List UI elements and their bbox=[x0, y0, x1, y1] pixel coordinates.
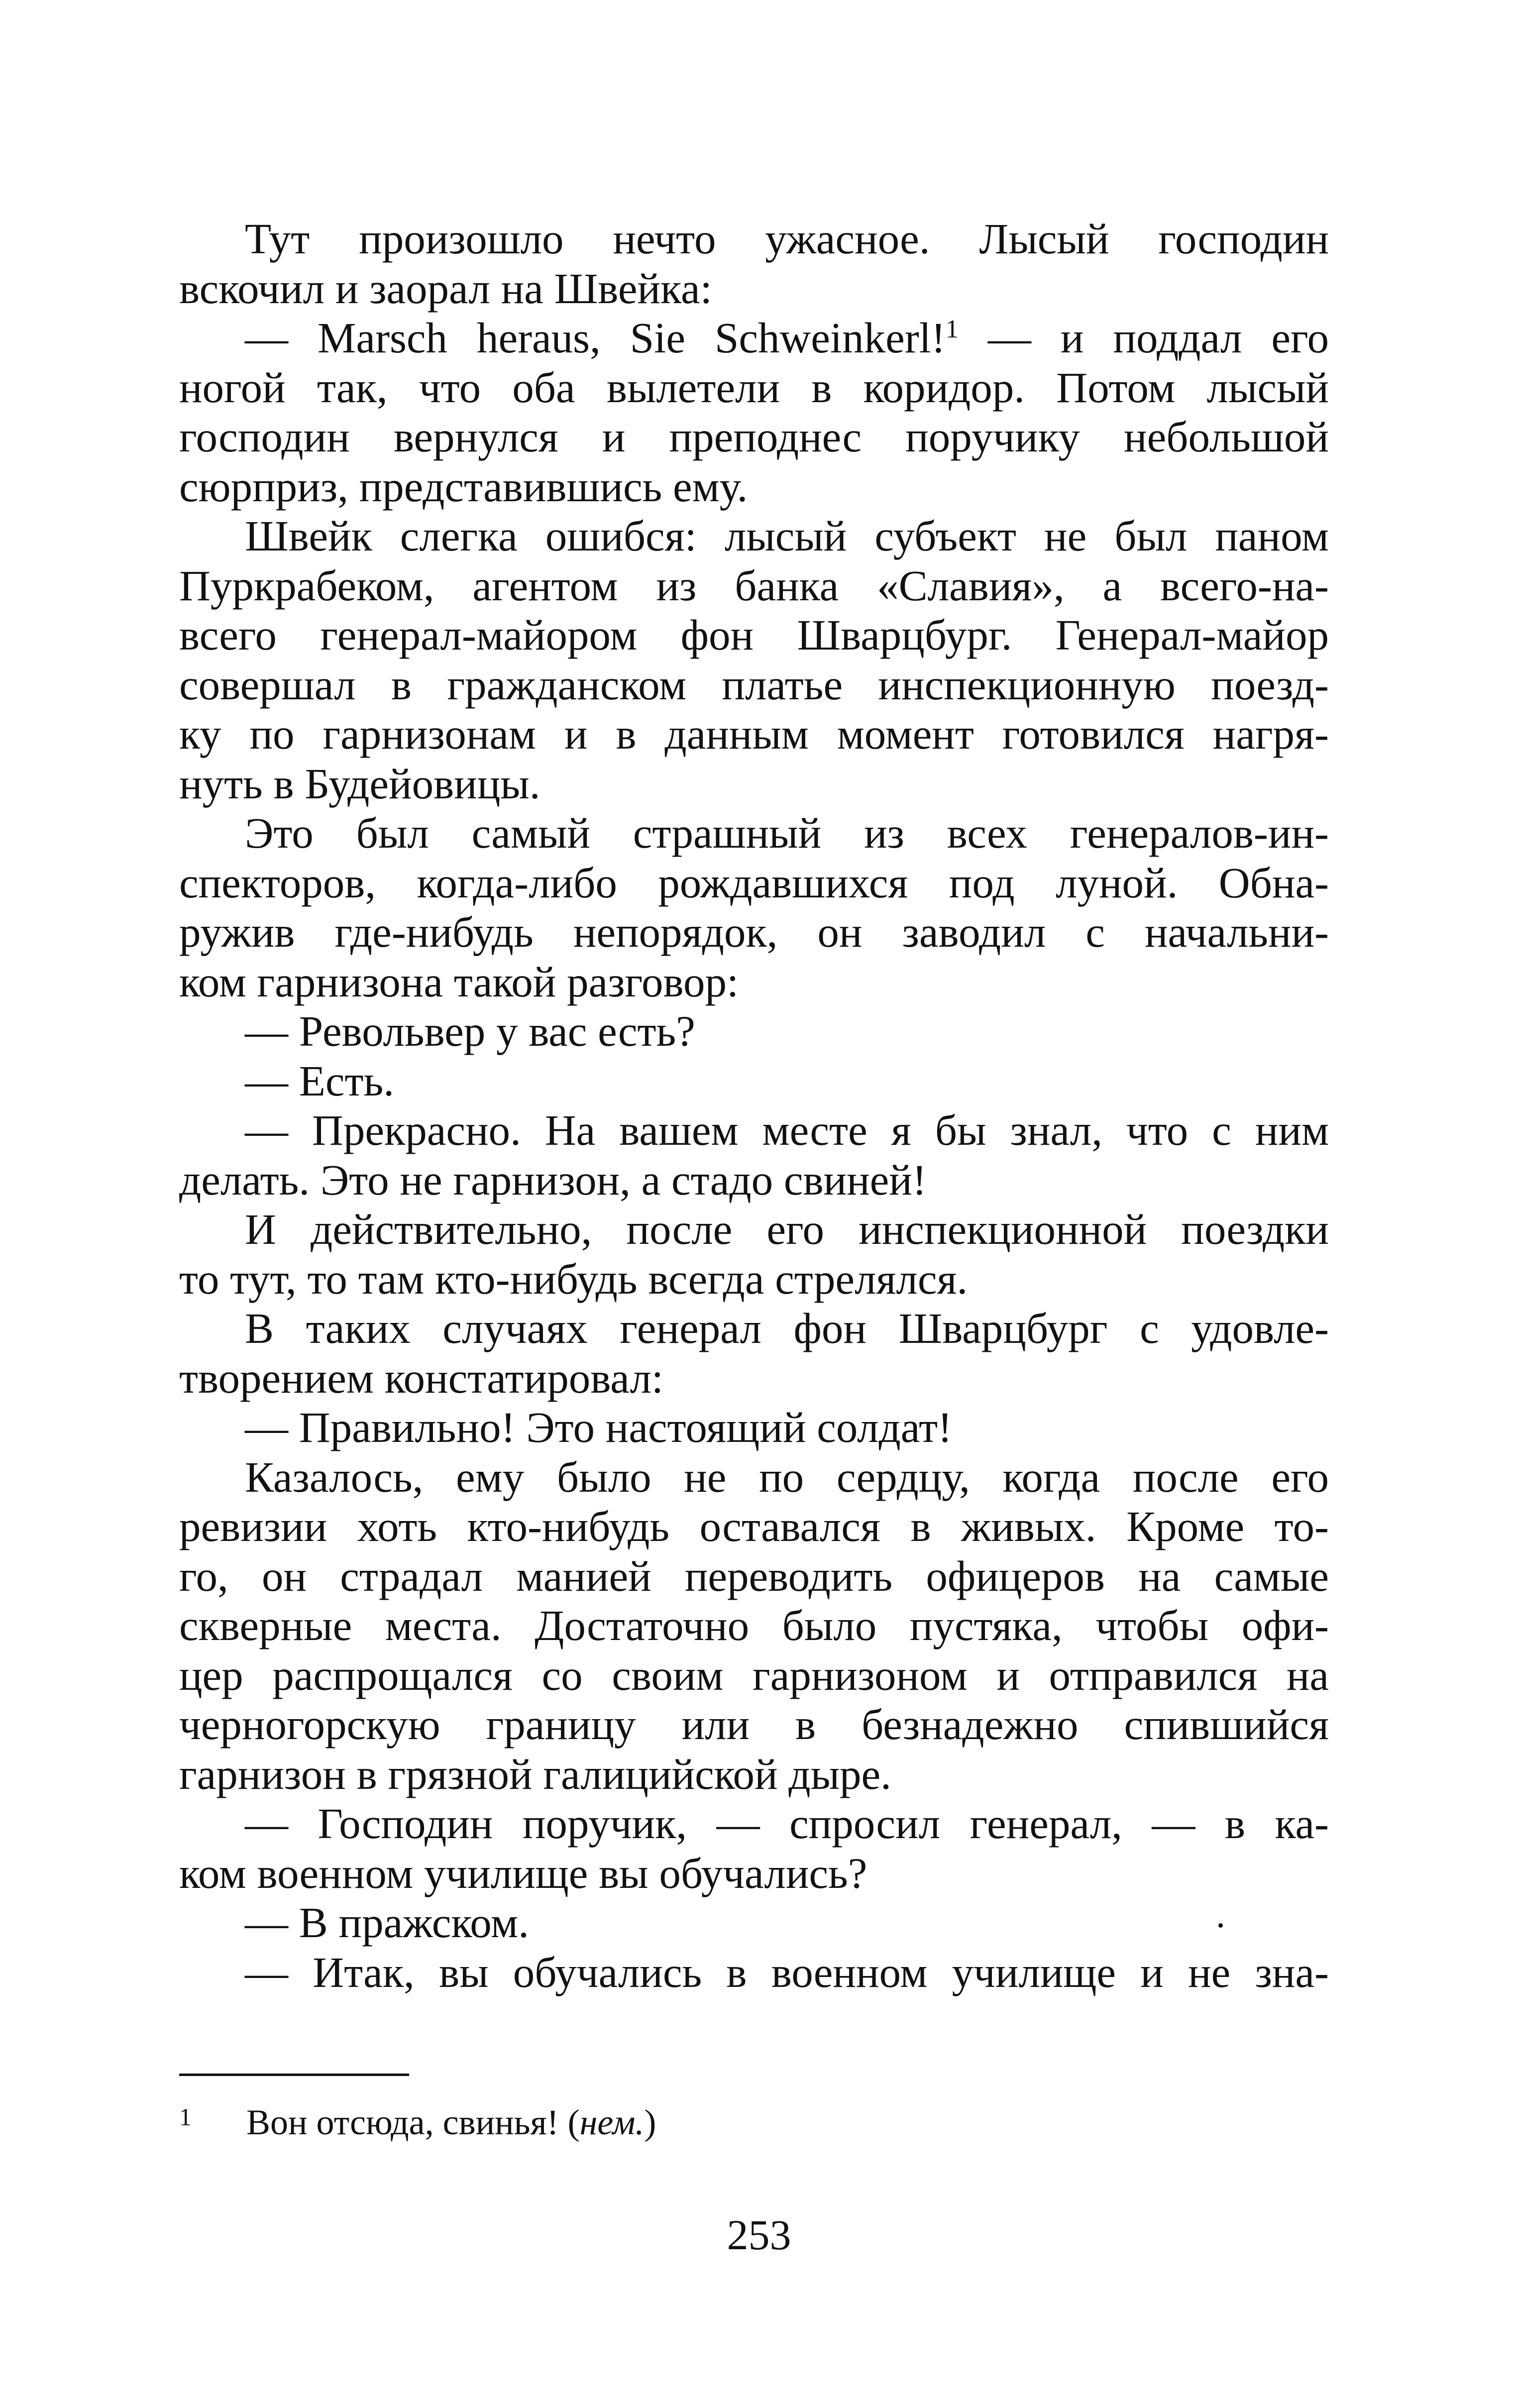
text-line: — В пражском. bbox=[245, 1898, 529, 1947]
text-line: Тут произошло нечто ужасное. Лысый господин bbox=[245, 215, 1329, 263]
text-line: цер распрощался со своим гарнизоном и отправился на bbox=[179, 1650, 1329, 1699]
text-line: ногой так, что оба вылетели в коридор. Потом лысый bbox=[179, 363, 1329, 412]
text-line: гарнизон в грязной галицийской дыре. bbox=[179, 1750, 891, 1798]
text-line: то тут, то там кто-нибудь всегда стрелялся. bbox=[179, 1254, 968, 1303]
footnote-divider bbox=[179, 2074, 409, 2076]
footnote-reference: 1 bbox=[945, 315, 959, 343]
text-line: — Прекрасно. На вашем месте я бы знал, что с ним bbox=[245, 1106, 1329, 1154]
text-line: Казалось, ему было не по сердцу, когда после его bbox=[245, 1452, 1329, 1501]
text-line: — Итак, вы обучались в военном училище и не зна- bbox=[245, 1948, 1329, 1996]
text-line: И действительно, после его инспекционной поездки bbox=[245, 1205, 1329, 1253]
footnote-number: 1 bbox=[179, 2103, 192, 2131]
footnote bbox=[179, 2094, 1329, 2145]
footnote-language-note: нем. bbox=[579, 2102, 645, 2142]
text-line: всего генерал-майором фон Шварцбург. Генерал-майор bbox=[179, 611, 1329, 659]
text-line: делать. Это не гарнизон, а стадо свиней! bbox=[179, 1155, 927, 1204]
text-line: ружив где-нибудь непорядок, он заводил с начальни- bbox=[179, 908, 1329, 956]
text-line-part: — Marsch heraus, Sie Schweinkerl! bbox=[245, 314, 946, 362]
text-line: Швейк слегка ошибся: лысый субъект не был паном bbox=[245, 512, 1329, 560]
text-line: го, он страдал манией переводить офицеров на самые bbox=[179, 1551, 1329, 1600]
text-line: ком гарнизона такой разговор: bbox=[179, 957, 739, 1006]
text-line: вскочил и заорал на Швейка: bbox=[179, 264, 712, 313]
text-line: совершал в гражданском платье инспекционную поезд- bbox=[179, 660, 1329, 709]
text-line-part: — и поддал его bbox=[958, 314, 1329, 362]
text-line: Пуркрабеком, агентом из банка «Славия», а всего-на- bbox=[179, 561, 1329, 610]
text-line: ревизии хоть кто-нибудь оставался в живых. Кроме то- bbox=[179, 1502, 1329, 1550]
text-line: черногорскую границу или в безнадежно спившийся bbox=[179, 1700, 1329, 1749]
text-line: ку по гарнизонам и в данным момент готовился нагря- bbox=[179, 710, 1329, 758]
body-text bbox=[179, 214, 1329, 1997]
text-line: спекторов, когда-либо рождавшихся под луной. Обна- bbox=[179, 858, 1329, 907]
page-number: 253 bbox=[727, 2211, 791, 2259]
text-line: сюрприз, представившись ему. bbox=[179, 462, 748, 511]
text-line: — Револьвер у вас есть? bbox=[245, 1007, 695, 1055]
text-line: — Господин поручик, — спросил генерал, — в ка- bbox=[245, 1799, 1329, 1848]
text-line: — Правильно! Это настоящий солдат! bbox=[245, 1403, 953, 1451]
text-line: господин вернулся и преподнес поручику небольшой bbox=[179, 413, 1329, 461]
text-line: — Есть. bbox=[245, 1056, 394, 1105]
text-line: ком военном училище вы обучались? bbox=[179, 1849, 867, 1897]
text-line: творением констатировал: bbox=[179, 1353, 664, 1402]
text-line-with-footnote bbox=[179, 313, 1329, 363]
footnote-close-paren: ) bbox=[644, 2102, 656, 2142]
print-speck bbox=[1218, 1923, 1223, 1928]
text-line: Это был самый страшный из всех генералов-ин- bbox=[245, 809, 1329, 857]
text-line: нуть в Будейовицы. bbox=[179, 759, 541, 808]
text-line: В таких случаях генерал фон Шварцбург с удовле- bbox=[245, 1304, 1329, 1352]
text-line: скверные места. Достаточно было пустяка, чтобы офи- bbox=[179, 1601, 1329, 1649]
footnote-text: Вон отсюда, свинья! ( bbox=[246, 2102, 580, 2142]
